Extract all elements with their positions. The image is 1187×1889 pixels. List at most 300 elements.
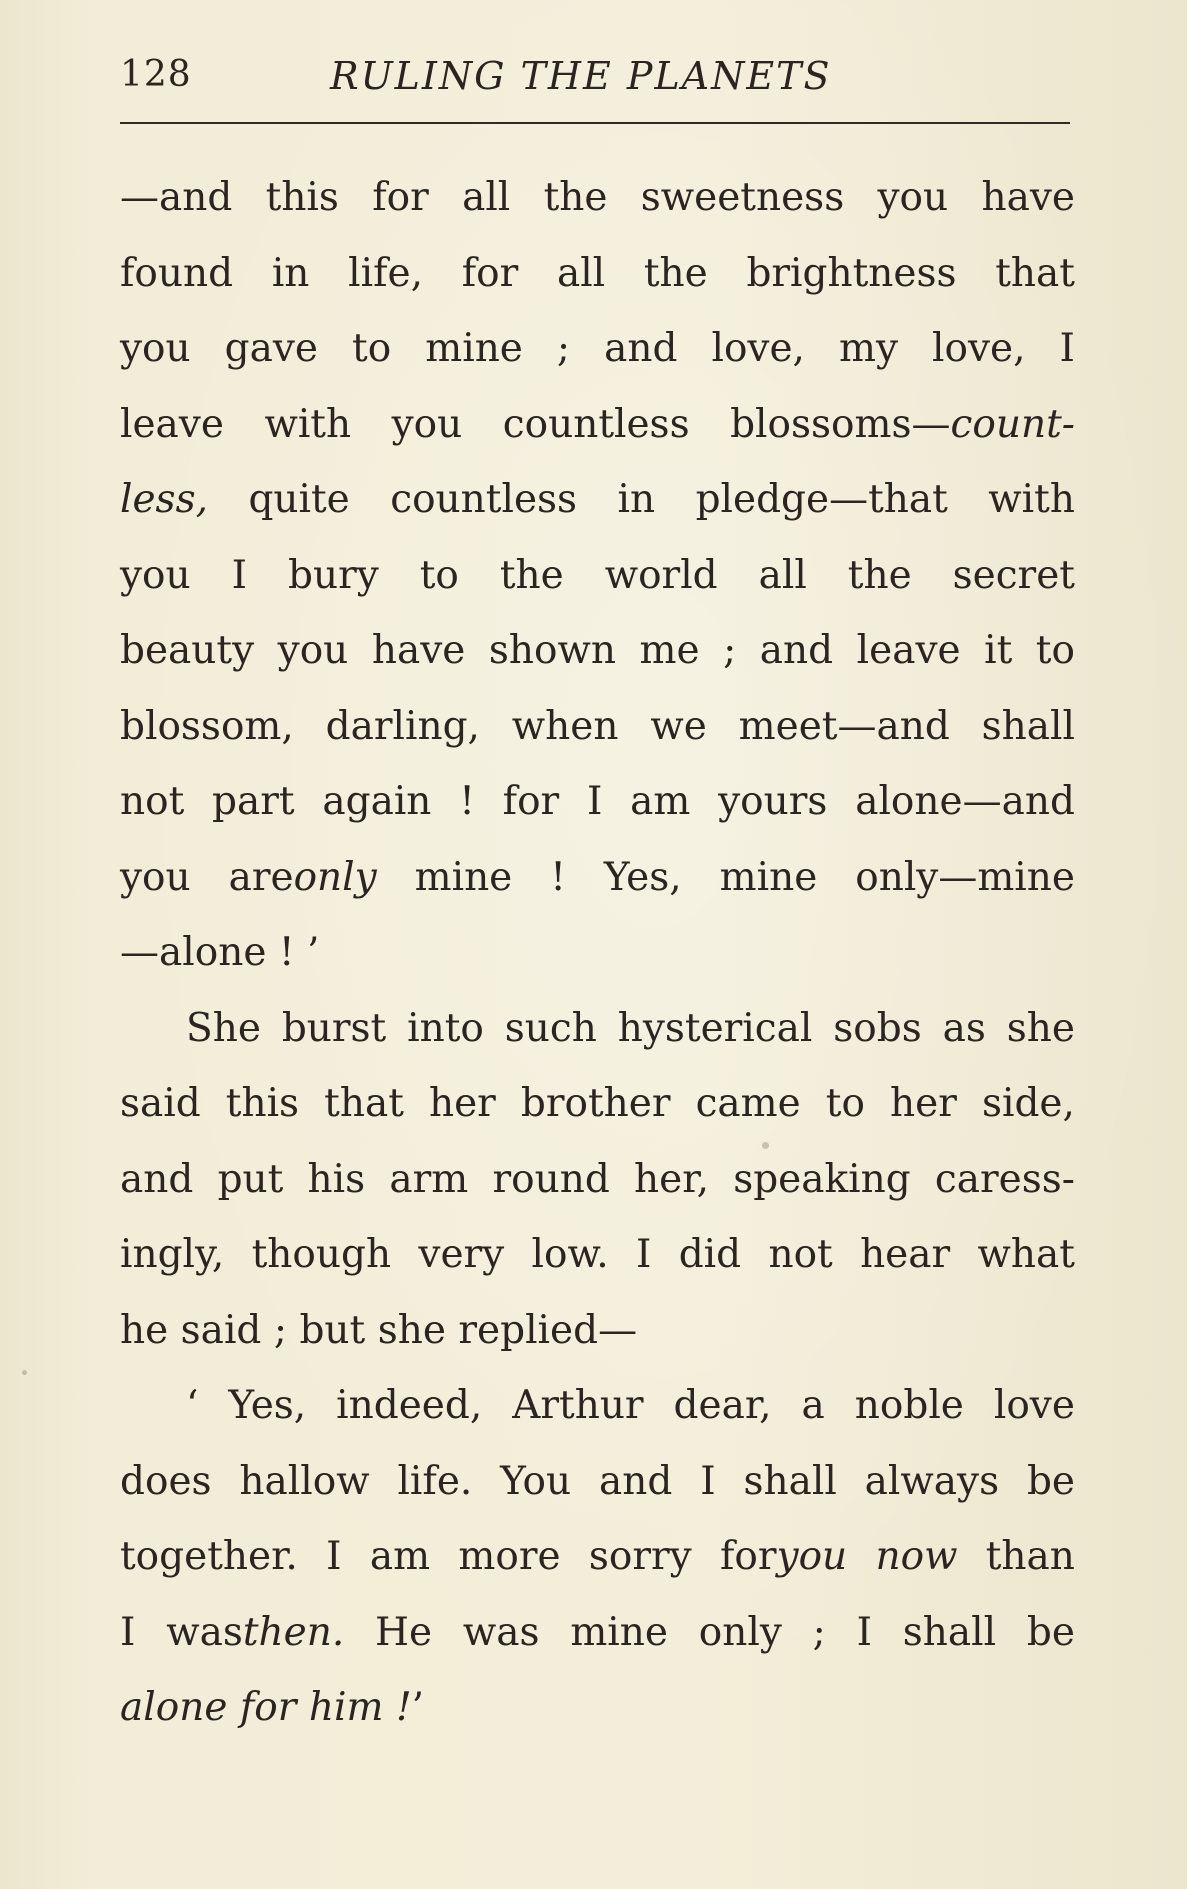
roman-text: only — [698, 1609, 782, 1655]
word — [589, 1519, 692, 1595]
word — [372, 160, 429, 236]
word — [370, 1519, 430, 1595]
word — [943, 991, 986, 1067]
text-line — [120, 538, 1075, 614]
roman-text: to — [1035, 628, 1075, 673]
roman-text: He — [375, 1609, 433, 1655]
roman-text: alone—and — [855, 779, 1075, 824]
roman-text: all — [556, 250, 606, 296]
text-line — [120, 991, 1075, 1067]
roman-text: ; — [812, 1609, 826, 1655]
word — [378, 1293, 446, 1369]
roman-text: round — [492, 1156, 610, 1202]
italic-text: less, — [120, 477, 208, 522]
word — [308, 1142, 366, 1218]
roman-text: you — [877, 175, 949, 220]
word — [739, 689, 950, 765]
roman-text: not — [768, 1232, 833, 1277]
word — [890, 1066, 957, 1142]
word — [839, 311, 898, 387]
italic-text: him — [308, 1685, 384, 1730]
word — [644, 236, 708, 312]
word — [935, 1142, 1075, 1218]
word — [604, 840, 682, 916]
word — [462, 236, 519, 312]
word — [953, 538, 1075, 614]
word — [557, 236, 605, 312]
word — [372, 613, 465, 689]
roman-text: beauty — [120, 628, 255, 673]
word — [458, 1293, 637, 1369]
roman-text: though — [251, 1232, 392, 1277]
roman-text: he — [120, 1307, 169, 1353]
word — [696, 462, 948, 538]
word — [375, 1595, 432, 1671]
word — [860, 1217, 950, 1293]
roman-text: only—mine — [855, 854, 1075, 900]
roman-text: noble — [854, 1383, 964, 1428]
roman-text: pledge—that — [695, 477, 948, 522]
word — [634, 1142, 709, 1218]
word — [282, 991, 386, 1067]
word — [994, 1368, 1075, 1444]
text-line — [120, 236, 1075, 312]
word — [855, 1368, 964, 1444]
word — [120, 764, 184, 840]
word — [120, 1519, 298, 1595]
word — [760, 613, 833, 689]
word — [903, 1595, 996, 1671]
text-line — [120, 840, 1075, 916]
word — [503, 387, 690, 463]
word — [226, 1066, 299, 1142]
roman-text: the — [499, 552, 564, 598]
italic-text: count- — [950, 401, 1075, 447]
word — [995, 236, 1075, 312]
roman-text: quite — [248, 477, 350, 522]
word — [640, 613, 700, 689]
roman-text: I — [635, 1232, 652, 1277]
word — [746, 236, 956, 312]
roman-text: said — [180, 1307, 262, 1353]
word — [326, 1519, 341, 1595]
roman-text: life, — [348, 250, 423, 296]
roman-text: into — [407, 1005, 484, 1051]
word — [570, 1595, 668, 1671]
roman-text: his — [307, 1156, 366, 1202]
word — [120, 538, 191, 614]
word — [826, 1066, 865, 1142]
roman-text: you — [391, 401, 463, 447]
roman-text: ! — [278, 930, 295, 975]
roman-text: bury — [287, 552, 379, 598]
roman-text: I — [700, 1458, 716, 1504]
word — [407, 991, 484, 1067]
roman-text: was — [462, 1609, 540, 1655]
word — [322, 764, 431, 840]
italic-text: alone — [120, 1685, 228, 1730]
roman-text: was — [166, 1609, 243, 1655]
roman-text: me — [639, 628, 700, 673]
roman-text: meet—and — [738, 703, 950, 749]
word — [696, 1066, 801, 1142]
roman-text: to — [825, 1081, 865, 1126]
word — [120, 840, 191, 916]
roman-text: dear, — [673, 1383, 772, 1428]
header-rule — [120, 122, 1070, 124]
word — [120, 1217, 224, 1293]
word — [857, 1595, 872, 1671]
roman-text: together. — [120, 1534, 298, 1579]
roman-text: she — [377, 1307, 446, 1353]
word — [252, 1217, 391, 1293]
roman-text: darling, — [325, 703, 480, 749]
roman-text: it — [984, 628, 1013, 673]
roman-text: shall — [743, 1458, 837, 1504]
word — [988, 462, 1075, 538]
word — [390, 462, 577, 538]
roman-text: hysterical — [617, 1005, 813, 1051]
word — [232, 538, 247, 614]
roman-text: the — [643, 250, 708, 296]
word — [272, 236, 310, 312]
roman-text: arm — [389, 1156, 469, 1202]
roman-text: ’ — [307, 930, 320, 975]
italic-text: you — [776, 1534, 848, 1579]
roman-text: with — [264, 401, 352, 447]
roman-text: You — [500, 1458, 572, 1504]
roman-text: mine — [414, 854, 513, 900]
roman-text: and — [120, 1156, 194, 1202]
roman-text: Yes, — [603, 854, 682, 900]
roman-text: speaking — [733, 1156, 911, 1202]
word — [521, 1066, 671, 1142]
italic-text: for — [239, 1685, 297, 1730]
italic-text: now — [875, 1534, 958, 1579]
roman-text: her — [428, 1081, 496, 1126]
roman-text: the — [847, 552, 912, 598]
word — [229, 840, 377, 916]
text-line — [120, 1066, 1075, 1142]
roman-text: love — [993, 1383, 1075, 1428]
word — [674, 1368, 772, 1444]
word — [120, 1142, 193, 1218]
word — [288, 538, 379, 614]
roman-text: all — [462, 175, 511, 220]
roman-text: to — [352, 326, 392, 371]
roman-text: always — [864, 1458, 1000, 1504]
word — [855, 840, 1075, 916]
roman-text: —and — [120, 175, 233, 220]
word — [418, 1217, 504, 1293]
roman-text: leave — [856, 628, 961, 673]
word — [120, 1066, 201, 1142]
word — [630, 764, 690, 840]
page-number: 128 — [120, 54, 192, 95]
word — [458, 1519, 560, 1595]
roman-text: shall — [981, 703, 1075, 749]
word — [718, 764, 827, 840]
roman-text: countless — [390, 477, 578, 522]
word — [503, 764, 560, 840]
word — [768, 1217, 832, 1293]
roman-text: put — [217, 1156, 284, 1202]
text-line — [120, 613, 1075, 689]
roman-text: as — [942, 1005, 986, 1051]
word — [700, 1444, 715, 1520]
word — [984, 613, 1012, 689]
word — [730, 387, 1075, 463]
roman-text: am — [369, 1534, 431, 1579]
roman-text: and — [599, 1458, 673, 1504]
word — [463, 1595, 540, 1671]
roman-text: brother — [520, 1081, 671, 1126]
italic-text: only — [293, 854, 377, 900]
roman-text: found — [120, 250, 234, 296]
roman-text: ; — [556, 326, 571, 371]
word — [396, 1670, 424, 1746]
word — [650, 689, 706, 765]
roman-text: are — [228, 854, 294, 900]
word — [605, 538, 718, 614]
word — [1060, 311, 1075, 387]
word — [618, 462, 656, 538]
roman-text: gave — [224, 326, 319, 371]
word — [120, 160, 232, 236]
roman-text: her — [890, 1081, 957, 1126]
word — [186, 991, 261, 1067]
word — [336, 1368, 482, 1444]
roman-text: sorry — [588, 1534, 692, 1579]
word — [429, 1066, 496, 1142]
word — [489, 613, 616, 689]
text-line — [120, 1444, 1075, 1520]
roman-text: shall — [902, 1609, 997, 1655]
roman-text: mine — [425, 326, 523, 371]
roman-text: I — [326, 1534, 342, 1579]
text-line — [120, 1595, 1075, 1671]
word — [120, 236, 233, 312]
word — [186, 1368, 198, 1444]
roman-text: life. — [397, 1458, 473, 1504]
roman-text: you — [120, 854, 191, 900]
word — [550, 840, 566, 916]
word — [833, 991, 921, 1067]
word — [181, 1293, 262, 1369]
word — [120, 1595, 135, 1671]
word — [977, 1217, 1074, 1293]
word — [720, 1519, 847, 1595]
word — [857, 613, 961, 689]
word — [802, 1368, 825, 1444]
word — [420, 538, 459, 614]
word — [723, 613, 736, 689]
word — [855, 764, 1075, 840]
word — [299, 1293, 365, 1369]
roman-text: this — [225, 1081, 300, 1126]
roman-text: hallow — [239, 1458, 370, 1504]
word — [389, 1142, 468, 1218]
roman-text: be — [1026, 1609, 1075, 1655]
word — [982, 689, 1075, 765]
roman-text: ; — [723, 628, 737, 673]
roman-text: ! — [550, 854, 566, 900]
word — [981, 160, 1074, 236]
text-line — [120, 1519, 1075, 1595]
roman-text: when — [511, 703, 619, 749]
word — [557, 311, 570, 387]
roman-text: —alone — [120, 930, 267, 975]
roman-text: brightness — [746, 250, 957, 296]
roman-text: what — [977, 1232, 1075, 1277]
roman-text: and — [604, 326, 678, 371]
roman-text: I — [120, 1609, 136, 1655]
text-line — [120, 689, 1075, 765]
word — [641, 160, 844, 236]
roman-text: be — [1026, 1458, 1075, 1504]
text-line — [120, 1217, 1075, 1293]
roman-text: ’ — [411, 1685, 425, 1730]
roman-text: part — [212, 779, 295, 824]
word — [120, 462, 208, 538]
text-line — [120, 1293, 1075, 1369]
word — [986, 1519, 1075, 1595]
roman-text: am — [630, 779, 691, 824]
word — [699, 1595, 782, 1671]
roman-text: came — [695, 1081, 801, 1126]
roman-text: you — [120, 552, 191, 598]
word — [1007, 991, 1075, 1067]
roman-text: low. — [531, 1232, 609, 1277]
word — [324, 1066, 404, 1142]
word — [212, 764, 295, 840]
roman-text: have — [981, 175, 1075, 220]
roman-text: to — [419, 552, 459, 598]
word — [711, 311, 804, 387]
word — [865, 1444, 999, 1520]
roman-text: does — [120, 1458, 212, 1504]
text-line — [120, 764, 1075, 840]
roman-text: that — [995, 250, 1075, 296]
word — [266, 160, 339, 236]
roman-text: I — [1059, 326, 1075, 371]
word — [120, 1293, 168, 1369]
roman-text: leave — [120, 401, 224, 447]
word — [733, 1142, 911, 1218]
paper-speck — [22, 1370, 27, 1375]
text-line — [120, 1670, 1075, 1746]
italic-text: then. — [242, 1609, 345, 1655]
roman-text: mine — [719, 854, 818, 900]
word — [532, 1217, 609, 1293]
roman-text: replied— — [458, 1307, 638, 1353]
word — [264, 387, 351, 463]
word — [425, 311, 523, 387]
word — [1027, 1595, 1075, 1671]
word — [759, 538, 807, 614]
word — [352, 311, 391, 387]
word — [875, 1519, 957, 1595]
word — [512, 689, 619, 765]
text-line — [120, 1368, 1075, 1444]
roman-text: have — [371, 628, 466, 673]
word — [392, 387, 463, 463]
roman-text: secret — [952, 552, 1075, 598]
word — [848, 538, 912, 614]
roman-text: did — [678, 1232, 742, 1277]
word — [743, 1444, 836, 1520]
word — [415, 840, 513, 916]
roman-text: very — [418, 1232, 505, 1277]
word — [505, 991, 597, 1067]
running-title: RULING THE PLANETS — [330, 54, 832, 98]
roman-text: a — [801, 1383, 825, 1428]
roman-text: ingly, — [120, 1232, 225, 1277]
body-text — [120, 160, 1075, 1746]
text-line — [120, 387, 1075, 463]
word — [120, 387, 224, 463]
word — [228, 1368, 306, 1444]
word — [459, 764, 475, 840]
roman-text: indeed, — [336, 1383, 483, 1428]
roman-text: side, — [981, 1081, 1075, 1126]
word — [239, 1444, 369, 1520]
roman-text: blossoms— — [730, 401, 951, 447]
roman-text: she — [1006, 1005, 1075, 1051]
roman-text: ‘ — [186, 1383, 199, 1428]
roman-text: countless — [502, 401, 690, 447]
roman-text: her, — [634, 1156, 709, 1202]
word — [348, 236, 423, 312]
word — [120, 613, 254, 689]
roman-text: we — [650, 703, 707, 749]
word — [512, 1368, 643, 1444]
word — [120, 1670, 227, 1746]
roman-text: all — [758, 552, 807, 598]
word — [636, 1217, 651, 1293]
text-line — [120, 1142, 1075, 1218]
word — [279, 915, 295, 991]
roman-text: my — [838, 326, 898, 371]
roman-text: with — [988, 477, 1075, 522]
text-line — [120, 462, 1075, 538]
word — [599, 1444, 672, 1520]
word — [225, 311, 318, 387]
roman-text: She — [186, 1005, 261, 1051]
roman-text: such — [504, 1005, 597, 1051]
roman-text: shown — [488, 628, 616, 673]
word — [500, 538, 564, 614]
word — [274, 1293, 287, 1369]
word — [720, 840, 818, 916]
word — [982, 1066, 1075, 1142]
word — [120, 1444, 212, 1520]
roman-text: and — [759, 628, 834, 673]
roman-text: love, — [711, 326, 805, 371]
roman-text: yours — [718, 779, 828, 824]
roman-text: I — [856, 1609, 872, 1655]
word — [462, 160, 510, 236]
word — [587, 764, 602, 840]
roman-text: love, — [932, 326, 1026, 371]
roman-text: for — [502, 779, 560, 824]
roman-text: mine — [570, 1609, 668, 1655]
roman-text: not — [120, 779, 185, 824]
roman-text: again — [322, 779, 432, 824]
roman-text: in — [271, 250, 310, 296]
word — [679, 1217, 741, 1293]
word — [309, 1670, 384, 1746]
